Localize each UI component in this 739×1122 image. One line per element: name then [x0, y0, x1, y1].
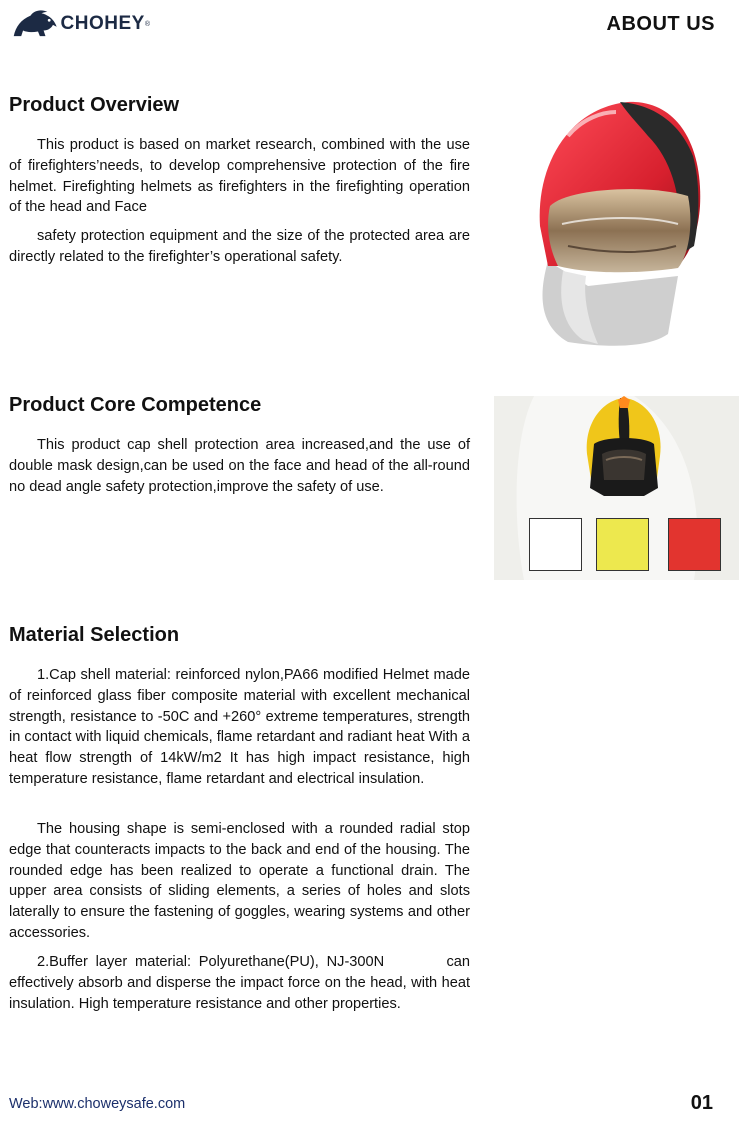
paragraph: safety protection equipment and the size of the protected area are directly related to the firefighter’s operational safety.: [9, 228, 470, 265]
red-fire-helmet-image: [528, 96, 708, 348]
color-swatch-white: [529, 518, 582, 571]
paragraph: The housing shape is semi-enclosed with a rounded radial stop edge that counteracts impacts to the back and end of the housing. The rounded edge has been realized to operate a functional drain. The upper area consists of sliding elements, a series of holes and slots laterally to ensure the fastening of goggles, wearing systems and other accessories.: [9, 821, 470, 941]
paragraph: This product cap shell protection area increased,and the use of double mask design,can be used on the face and head of the all-round no dead angle safety protection,improve the safety of use.: [9, 437, 470, 495]
brand-logo: [10, 6, 150, 42]
section-title-material-selection: Material Selection: [9, 624, 180, 646]
footer-website[interactable]: Web:www.choweysafe.com: [9, 1096, 186, 1112]
paragraph: This product is based on market research, combined with the use of firefighters’needs, to develop comprehensive protection of the fire helmet. Firefighting helmets as firefighters in the firefighting operation of the head and Face: [9, 137, 470, 216]
paragraph: 2.Buffer layer material: Polyurethane(PU), NJ-300N can effectively absorb and disperse the impact force on the head, with heat insulation. High temperature resistance and other properties.: [9, 954, 475, 1012]
color-swatch-yellow: [596, 518, 649, 571]
page-number: 01: [690, 1092, 713, 1114]
color-swatch-red: [668, 518, 721, 571]
paragraph: 1.Cap shell material: reinforced nylon,PA66 modified Helmet made of reinforced glass fiber composite material with excellent mechanical strength, resistance to -50C and +260° extreme temperatures, strength in contact with liquid chemicals, flame retardant and radiant heat With a heat flow strength of 14kW/m2 It has high impact resistance, high temperature resistance, flame retardant and electrical insulation.: [9, 667, 470, 787]
section-title-product-overview: Product Overview: [9, 94, 180, 116]
color-options-panel: [494, 396, 739, 580]
lion-logo-icon: [10, 7, 59, 41]
brand-name: CHOHEY: [60, 13, 145, 34]
section-title-core-competence: Product Core Competence: [9, 394, 262, 416]
header-title: ABOUT US: [606, 13, 715, 35]
registered-mark: ®: [144, 20, 150, 28]
